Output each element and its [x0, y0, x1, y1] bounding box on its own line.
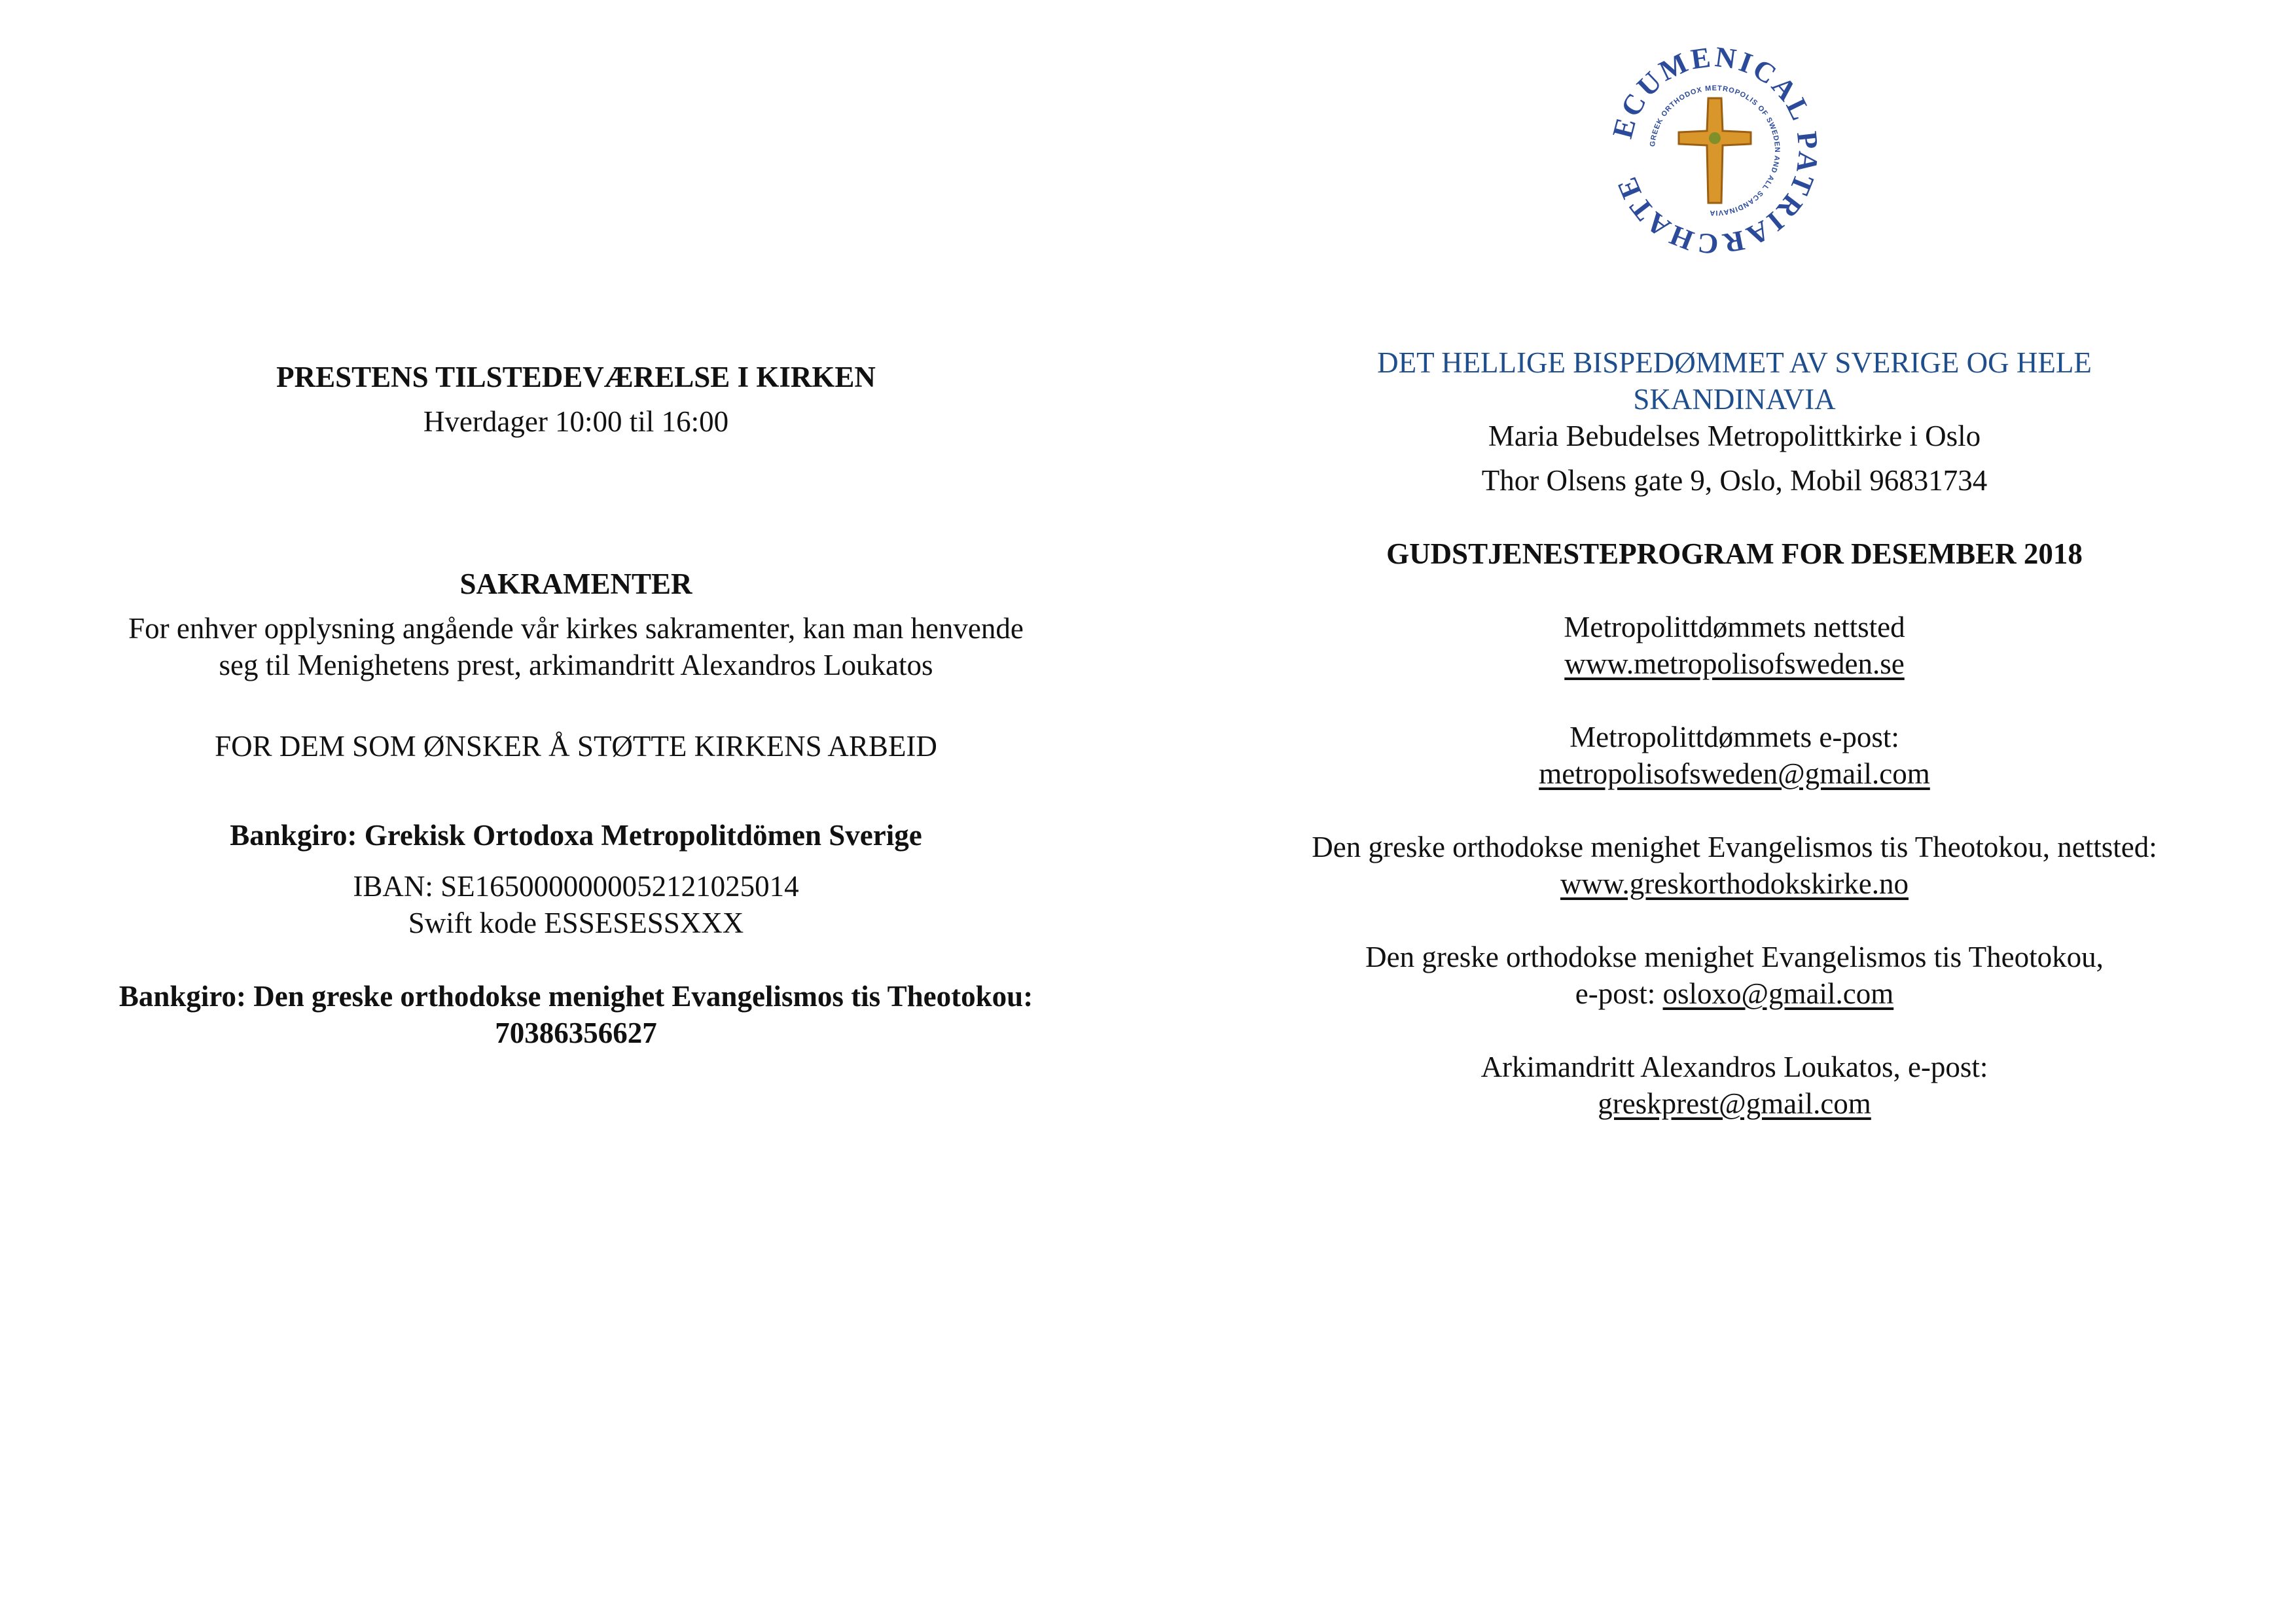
priest-email-row [1237, 1085, 2232, 1122]
presence-hours: Hverdager 10:00 til 16:00 [423, 405, 729, 438]
priest-email-label: Arkimandritt Alexandros Loukatos, e-post: [1480, 1051, 1988, 1083]
parish-email-link[interactable]: osloxo@gmail.com [1662, 977, 1894, 1010]
parish-site-label: Den greske orthodokse menighet Evangelismos tis Theotokou, nettsted: [1312, 831, 2157, 863]
iban-number: IBAN: SE1650000000052121025014 [353, 870, 799, 903]
support-title: FOR DEM SOM ØNSKER Å STØTTE KIRKENS ARBEID [215, 730, 937, 763]
logo-inner-text: GREEK ORTHODOX METROPOLIS OF SWEDEN AND ALL SCANDINAVIA [1649, 84, 1782, 217]
logo-outer-text: CUMENICAL TRIARCHATE [1610, 46, 1820, 255]
email-label: Metropolittdømmets e-post: [1570, 721, 1899, 753]
website-link-row [1237, 645, 2232, 682]
bankgiro-parish-number: 70386356627 [495, 1017, 657, 1049]
diocese-title-line1: DET HELLIGE BISPEDØMMET AV SVERIGE OG HELE [1377, 346, 2092, 379]
parish-site-link[interactable]: www.greskorthodokskirke.no [1560, 867, 1909, 900]
church-address: Thor Olsens gate 9, Oslo, Mobil 96831734 [1481, 464, 1988, 497]
bankgiro-parish-line1: Bankgiro: Den greske orthodokse menighet Evangelismos tis Theotokou: [118, 980, 1033, 1013]
email-link-row [1237, 755, 2232, 792]
parish-email-row [1237, 975, 2232, 1012]
ecumenical-patriarchate-logo [1610, 46, 1820, 255]
diocese-title-line2: SKANDINAVIA [1633, 383, 1836, 416]
parish-email-prefix: e-post: [1575, 977, 1663, 1010]
email-link[interactable]: metropolisofsweden@gmail.com [1539, 757, 1930, 790]
sacraments-text-line1: For enhver opplysning angående vår kirkes sakramenter, kan man henvende [128, 612, 1024, 645]
cross-icon [1679, 98, 1751, 203]
bankgiro-metropolis: Bankgiro: Grekisk Ortodoxa Metropolitdömen Sverige [230, 819, 922, 852]
swift-code: Swift kode ESSESESSXXX [408, 907, 744, 939]
priest-email-link[interactable]: greskprest@gmail.com [1598, 1087, 1871, 1120]
presence-title: PRESTENS TILSTEDEVÆRELSE I KIRKEN [276, 361, 876, 393]
sacraments-text-line2: seg til Menighetens prest, arkimandritt Alexandros Loukatos [219, 649, 933, 681]
sacraments-title: SAKRAMENTER [459, 568, 692, 600]
parish-email-label: Den greske orthodokse menighet Evangelismos tis Theotokou, [1365, 941, 2104, 973]
website-label: Metropolittdømmets nettsted [1564, 611, 1905, 643]
program-title: GUDSTJENESTEPROGRAM FOR DESEMBER 2018 [1386, 537, 2083, 570]
website-link[interactable]: www.metropolisofsweden.se [1564, 647, 1905, 680]
parish-site-link-row [1237, 865, 2232, 902]
logo-seal-icon [1610, 46, 1820, 255]
church-name: Maria Bebudelses Metropolittkirke i Oslo [1488, 420, 1981, 452]
